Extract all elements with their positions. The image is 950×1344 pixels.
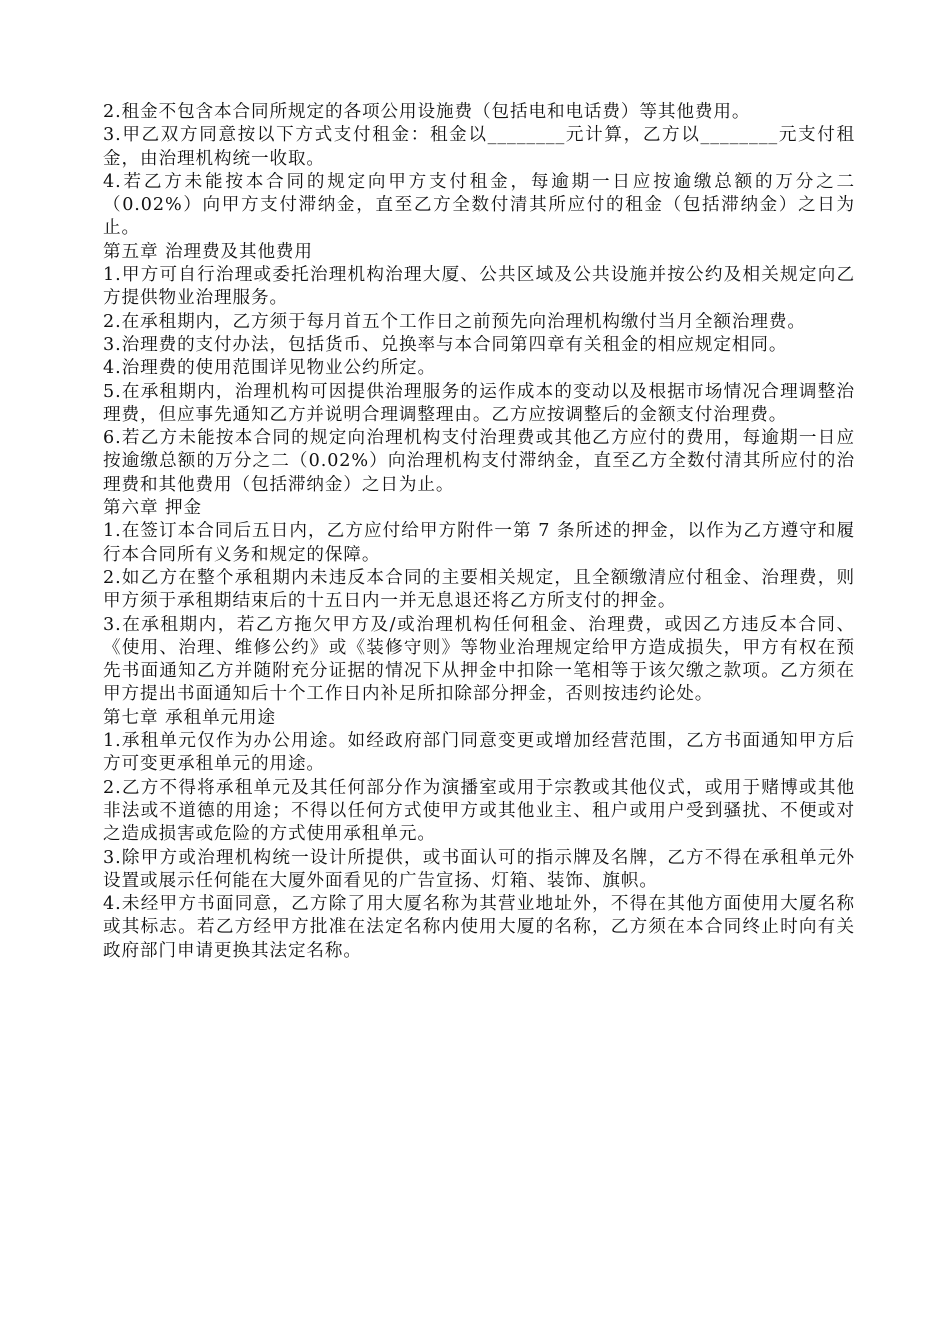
clause-4-3: 3.甲乙双方同意按以下方式支付租金：租金以________元计算，乙方以________元支付租金，由治理机构统一收取。	[103, 125, 855, 169]
clause-7-2: 2.乙方不得将承租单元及其任何部分作为演播室或用于宗教或其他仪式，或用于赌博或其他非法或不道德的用途；不得以任何方式使甲方或其他业主、租户或用户受到骚扰、不便或对之造成损害或危险的方式使用承租单元。	[103, 777, 855, 845]
clause-5-4: 4.治理费的使用范围详见物业公约所定。	[103, 358, 436, 379]
clause-6-3: 3.在承租期内，若乙方拖欠甲方及/或治理机构任何租金、治理费，或因乙方违反本合同、《使用、治理、维修公约》或《装修守则》等物业治理规定给甲方造成损失，甲方有权在预先书面通知乙方并随附充分证据的情况下从押金中扣除一笔相等于该欠缴之款项。乙方须在甲方提出书面通知后十个工作日内补足所扣除部分押金，否则按违约论处。	[103, 614, 855, 705]
document-page	[103, 101, 855, 963]
clause-4-2: 2.租金不包含本合同所规定的各项公用设施费（包括电和电话费）等其他费用。	[103, 102, 751, 122]
clause-7-1: 1.承租单元仅作为办公用途。如经政府部门同意变更或增加经营范围，乙方书面通知甲方后方可变更承租单元的用途。	[103, 731, 855, 775]
clause-5-1: 1.甲方可自行治理或委托治理机构治理大厦、公共区域及公共设施并按公约及相关规定向乙方提供物业治理服务。	[103, 265, 855, 309]
clause-5-6: 6.若乙方未能按本合同的规定向治理机构支付治理费或其他乙方应付的费用，每逾期一日应按逾缴总额的万分之二（0.02%）向治理机构支付滞纳金，直至乙方全数付清其所应付的治理费和其他费用（包括滞纳金）之日为止。	[103, 428, 855, 495]
clause-5-3: 3.治理费的支付办法，包括货币、兑换率与本合同第四章有关租金的相应规定相同。	[103, 334, 788, 355]
chapter-6-heading: 第六章 押金	[103, 498, 202, 519]
clause-5-5: 5.在承租期内，治理机构可因提供治理服务的运作成本的变动以及根据市场情况合理调整治理费，但应事先通知乙方并说明合理调整理由。乙方应按调整后的金额支付治理费。	[103, 381, 855, 425]
clause-5-2: 2.在承租期内，乙方须于每月首五个工作日之前预先向治理机构缴付当月全额治理费。	[103, 311, 806, 332]
clause-6-2: 2.如乙方在整个承租期内未违反本合同的主要相关规定，且全额缴清应付租金、治理费，则甲方须于承租期结束后的十五日内一并无息退还将乙方所支付的押金。	[103, 567, 855, 612]
clause-6-1: 1.在签订本合同后五日内，乙方应付给甲方附件一第 7 条所述的押金，以作为乙方遵守和履行本合同所有义务和规定的保障。	[103, 521, 855, 565]
clause-7-3: 3.除甲方或治理机构统一设计所提供，或书面认可的指示牌及名牌，乙方不得在承租单元外设置或展示任何能在大厦外面看见的广告宣扬、灯箱、装饰、旗帜。	[103, 847, 855, 891]
chapter-5-heading: 第五章 治理费及其他费用	[103, 241, 313, 262]
clause-7-4: 4.未经甲方书面同意，乙方除了用大厦名称为其营业地址外，不得在其他方面使用大厦名称或其标志。若乙方经甲方批准在法定名称内使用大厦的名称，乙方须在本合同终止时向有关政府部门申请更换其法定名称。	[103, 894, 855, 961]
chapter-7-heading: 第七章 承租单元用途	[103, 707, 276, 728]
clause-4-4: 4.若乙方未能按本合同的规定向甲方支付租金，每逾期一日应按逾缴总额的万分之二（0.02%）向甲方支付滞纳金，直至乙方全数付清其所应付的租金（包括滞纳金）之日为止。	[103, 171, 855, 239]
